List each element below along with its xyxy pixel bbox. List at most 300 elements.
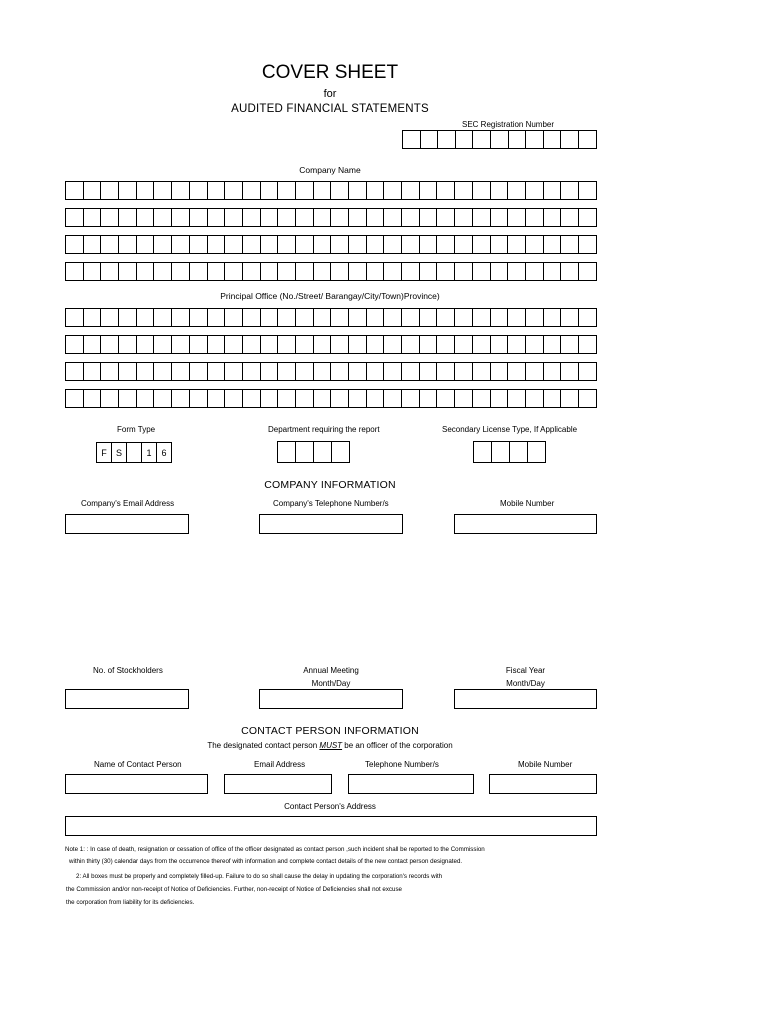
form-type-boxes[interactable] (96, 442, 172, 463)
input-box[interactable] (437, 182, 455, 200)
input-box[interactable] (421, 131, 439, 149)
input-box[interactable] (243, 182, 261, 200)
input-box[interactable] (367, 236, 385, 254)
form-subtitle: AUDITED FINANCIAL STATEMENTS (231, 103, 429, 115)
input-box[interactable] (225, 390, 243, 408)
input-box[interactable] (544, 182, 562, 200)
designation-must: MUST (319, 741, 343, 750)
input-box[interactable] (172, 209, 190, 227)
input-box[interactable] (296, 390, 314, 408)
input-box[interactable] (544, 263, 562, 281)
input-box[interactable] (544, 336, 562, 354)
input-box[interactable] (154, 390, 172, 408)
input-box[interactable] (508, 390, 526, 408)
input-box[interactable] (243, 390, 261, 408)
input-box[interactable] (526, 182, 544, 200)
input-box[interactable] (473, 390, 491, 408)
input-box[interactable] (314, 209, 332, 227)
input-box[interactable] (66, 363, 84, 381)
input-box[interactable] (172, 309, 190, 327)
input-box[interactable] (331, 336, 349, 354)
input-box[interactable] (261, 336, 279, 354)
input-box[interactable] (331, 236, 349, 254)
input-box[interactable] (278, 336, 296, 354)
input-box[interactable] (437, 209, 455, 227)
input-box[interactable] (278, 182, 296, 200)
input-box[interactable] (561, 182, 579, 200)
input-box[interactable] (84, 236, 102, 254)
input-box[interactable] (314, 236, 332, 254)
note-1-line-1: Note 1: : In case of death, resignation or cessation of office of the officer designated as contact person ,such incident shall be reported to the Commission (65, 846, 485, 853)
input-box[interactable] (508, 182, 526, 200)
input-box[interactable] (84, 390, 102, 408)
input-box[interactable] (579, 182, 597, 200)
input-box[interactable] (510, 442, 528, 463)
input-box[interactable] (491, 236, 509, 254)
input-box[interactable] (508, 263, 526, 281)
input-box[interactable] (101, 390, 119, 408)
input-box[interactable] (473, 182, 491, 200)
input-box[interactable] (243, 309, 261, 327)
input-box[interactable] (172, 182, 190, 200)
input-box[interactable] (314, 442, 332, 463)
input-box[interactable] (420, 263, 438, 281)
input-box[interactable] (296, 442, 314, 463)
input-box[interactable] (119, 182, 137, 200)
company-telephone-label: Company's Telephone Number/s (273, 499, 389, 508)
contact-name-label: Name of Contact Person (94, 760, 182, 769)
input-box[interactable] (119, 263, 137, 281)
input-box[interactable] (508, 236, 526, 254)
input-box[interactable] (119, 336, 137, 354)
secondary-license-label: Secondary License Type, If Applicable (442, 425, 578, 434)
input-box[interactable] (526, 336, 544, 354)
input-box[interactable] (331, 309, 349, 327)
input-box[interactable] (278, 309, 296, 327)
input-box[interactable] (84, 182, 102, 200)
stockholders-field[interactable] (65, 689, 189, 709)
input-box[interactable] (331, 390, 349, 408)
input-box[interactable] (296, 263, 314, 281)
input-box[interactable] (172, 363, 190, 381)
input-box[interactable] (437, 263, 455, 281)
input-box[interactable] (473, 236, 491, 254)
input-box[interactable] (420, 309, 438, 327)
input-box[interactable] (455, 309, 473, 327)
input-box[interactable] (473, 309, 491, 327)
input-box[interactable] (384, 309, 402, 327)
input-box[interactable] (84, 263, 102, 281)
input-box[interactable] (579, 236, 597, 254)
input-box[interactable] (296, 209, 314, 227)
input-box[interactable] (579, 209, 597, 227)
annual-meeting-sublabel: Month/Day (311, 679, 351, 688)
input-box[interactable] (332, 442, 350, 463)
contact-telephone-field[interactable] (348, 774, 474, 794)
input-box[interactable] (544, 390, 562, 408)
input-box[interactable] (137, 390, 155, 408)
input-box[interactable] (420, 236, 438, 254)
input-box[interactable] (367, 390, 385, 408)
company-email-field[interactable] (65, 514, 189, 534)
input-box[interactable] (561, 209, 579, 227)
input-box[interactable] (437, 236, 455, 254)
input-box[interactable] (349, 363, 367, 381)
input-box[interactable] (420, 209, 438, 227)
input-box[interactable] (154, 263, 172, 281)
input-box[interactable] (66, 209, 84, 227)
fiscal-year-field[interactable] (454, 689, 597, 709)
input-box[interactable] (66, 236, 84, 254)
input-box[interactable] (208, 236, 226, 254)
form-type-char[interactable]: S (112, 443, 127, 463)
input-box[interactable] (119, 309, 137, 327)
input-box[interactable] (101, 309, 119, 327)
input-box[interactable] (561, 236, 579, 254)
input-box[interactable] (526, 263, 544, 281)
input-box[interactable] (455, 263, 473, 281)
input-box[interactable] (296, 309, 314, 327)
input-box[interactable] (491, 390, 509, 408)
input-box[interactable] (473, 263, 491, 281)
input-box[interactable] (208, 336, 226, 354)
input-box[interactable] (367, 182, 385, 200)
input-box[interactable] (579, 309, 597, 327)
contact-name-field[interactable] (65, 774, 208, 794)
input-box[interactable] (261, 236, 279, 254)
input-box[interactable] (261, 309, 279, 327)
input-box[interactable] (508, 309, 526, 327)
input-box[interactable] (137, 263, 155, 281)
input-box[interactable] (473, 363, 491, 381)
input-box[interactable] (402, 263, 420, 281)
input-box[interactable] (491, 363, 509, 381)
input-box[interactable] (491, 309, 509, 327)
company-name-row[interactable] (65, 208, 597, 227)
input-box[interactable] (101, 263, 119, 281)
input-box[interactable] (314, 336, 332, 354)
input-box[interactable] (544, 209, 562, 227)
input-box[interactable] (84, 209, 102, 227)
input-box[interactable] (384, 336, 402, 354)
form-type-char[interactable] (127, 443, 142, 463)
input-box[interactable] (261, 209, 279, 227)
input-box[interactable] (137, 309, 155, 327)
input-box[interactable] (331, 182, 349, 200)
input-box[interactable] (491, 263, 509, 281)
input-box[interactable] (154, 236, 172, 254)
input-box[interactable] (561, 309, 579, 327)
input-box[interactable] (349, 209, 367, 227)
form-subtitle-for: for (323, 88, 337, 100)
principal-office-row[interactable] (65, 362, 597, 381)
input-box[interactable] (438, 131, 456, 149)
input-box[interactable] (172, 263, 190, 281)
input-box[interactable] (544, 236, 562, 254)
department-boxes[interactable] (277, 441, 350, 463)
input-box[interactable] (296, 363, 314, 381)
input-box[interactable] (208, 309, 226, 327)
contact-person-heading: CONTACT PERSON INFORMATION (241, 725, 419, 737)
input-box[interactable] (331, 363, 349, 381)
input-box[interactable] (296, 236, 314, 254)
input-box[interactable] (509, 131, 527, 149)
input-box[interactable] (190, 182, 208, 200)
input-box[interactable] (278, 442, 296, 463)
input-box[interactable] (208, 182, 226, 200)
input-box[interactable] (225, 182, 243, 200)
input-box[interactable] (579, 336, 597, 354)
input-box[interactable] (367, 336, 385, 354)
input-box[interactable] (314, 182, 332, 200)
input-box[interactable] (508, 336, 526, 354)
company-name-row[interactable] (65, 181, 597, 200)
input-box[interactable] (154, 209, 172, 227)
input-box[interactable] (349, 182, 367, 200)
input-box[interactable] (526, 390, 544, 408)
input-box[interactable] (455, 363, 473, 381)
input-box[interactable] (225, 363, 243, 381)
input-box[interactable] (261, 182, 279, 200)
sec-registration-boxes[interactable] (402, 130, 597, 149)
input-box[interactable] (154, 309, 172, 327)
input-box[interactable] (101, 363, 119, 381)
input-box[interactable] (119, 209, 137, 227)
input-box[interactable] (384, 390, 402, 408)
input-box[interactable] (331, 209, 349, 227)
input-box[interactable] (455, 182, 473, 200)
input-box[interactable] (437, 390, 455, 408)
input-box[interactable] (208, 390, 226, 408)
input-box[interactable] (278, 209, 296, 227)
input-box[interactable] (154, 336, 172, 354)
input-box[interactable] (349, 309, 367, 327)
input-box[interactable] (456, 131, 474, 149)
input-box[interactable] (208, 209, 226, 227)
input-box[interactable] (66, 390, 84, 408)
input-box[interactable] (544, 131, 562, 149)
input-box[interactable] (225, 236, 243, 254)
input-box[interactable] (384, 263, 402, 281)
input-box[interactable] (349, 390, 367, 408)
input-box[interactable] (526, 309, 544, 327)
input-box[interactable] (172, 236, 190, 254)
input-box[interactable] (579, 131, 597, 149)
input-box[interactable] (473, 209, 491, 227)
input-box[interactable] (420, 390, 438, 408)
input-box[interactable] (492, 442, 510, 463)
input-box[interactable] (190, 309, 208, 327)
input-box[interactable] (261, 390, 279, 408)
input-box[interactable] (225, 209, 243, 227)
input-box[interactable] (208, 263, 226, 281)
input-box[interactable] (101, 209, 119, 227)
input-box[interactable] (190, 390, 208, 408)
input-box[interactable] (119, 236, 137, 254)
input-box[interactable] (314, 363, 332, 381)
input-box[interactable] (491, 182, 509, 200)
input-box[interactable] (367, 309, 385, 327)
input-box[interactable] (261, 263, 279, 281)
input-box[interactable] (455, 236, 473, 254)
company-name-row[interactable] (65, 235, 597, 254)
input-box[interactable] (402, 182, 420, 200)
input-box[interactable] (420, 182, 438, 200)
input-box[interactable] (278, 363, 296, 381)
input-box[interactable] (101, 182, 119, 200)
form-type-char[interactable]: 1 (142, 443, 157, 463)
input-box[interactable] (402, 309, 420, 327)
input-box[interactable] (101, 336, 119, 354)
input-box[interactable] (526, 209, 544, 227)
input-box[interactable] (243, 236, 261, 254)
input-box[interactable] (190, 363, 208, 381)
input-box[interactable] (243, 263, 261, 281)
input-box[interactable] (278, 236, 296, 254)
input-box[interactable] (154, 182, 172, 200)
input-box[interactable] (331, 263, 349, 281)
input-box[interactable] (561, 363, 579, 381)
input-box[interactable] (225, 263, 243, 281)
input-box[interactable] (66, 309, 84, 327)
input-box[interactable] (437, 309, 455, 327)
input-box[interactable] (119, 363, 137, 381)
input-box[interactable] (579, 390, 597, 408)
input-box[interactable] (66, 336, 84, 354)
input-box[interactable] (349, 263, 367, 281)
input-box[interactable] (437, 336, 455, 354)
input-box[interactable] (420, 363, 438, 381)
input-box[interactable] (225, 336, 243, 354)
input-box[interactable] (579, 263, 597, 281)
input-box[interactable] (66, 182, 84, 200)
input-box[interactable] (190, 236, 208, 254)
contact-email-label: Email Address (254, 760, 306, 769)
input-box[interactable] (84, 363, 102, 381)
form-type-char[interactable]: F (97, 443, 112, 463)
input-box[interactable] (137, 209, 155, 227)
input-box[interactable] (561, 390, 579, 408)
input-box[interactable] (367, 209, 385, 227)
input-box[interactable] (528, 442, 546, 463)
contact-mobile-label: Mobile Number (518, 760, 573, 769)
input-box[interactable] (508, 363, 526, 381)
input-box[interactable] (384, 363, 402, 381)
input-box[interactable] (84, 309, 102, 327)
input-box[interactable] (349, 336, 367, 354)
input-box[interactable] (190, 209, 208, 227)
input-box[interactable] (314, 390, 332, 408)
input-box[interactable] (526, 363, 544, 381)
input-box[interactable] (84, 336, 102, 354)
company-telephone-field[interactable] (259, 514, 403, 534)
input-box[interactable] (561, 131, 579, 149)
input-box[interactable] (473, 336, 491, 354)
input-box[interactable] (119, 390, 137, 408)
input-box[interactable] (137, 236, 155, 254)
input-box[interactable] (455, 336, 473, 354)
principal-office-row[interactable] (65, 389, 597, 408)
form-type-char[interactable]: 6 (157, 443, 172, 463)
input-box[interactable] (314, 309, 332, 327)
company-name-row[interactable] (65, 262, 597, 281)
input-box[interactable] (402, 390, 420, 408)
input-box[interactable] (473, 131, 491, 149)
input-box[interactable] (261, 363, 279, 381)
company-information-heading: COMPANY INFORMATION (264, 479, 396, 491)
input-box[interactable] (154, 363, 172, 381)
input-box[interactable] (243, 363, 261, 381)
input-box[interactable] (296, 336, 314, 354)
input-box[interactable] (491, 336, 509, 354)
input-box[interactable] (526, 236, 544, 254)
principal-office-row[interactable] (65, 335, 597, 354)
input-box[interactable] (384, 209, 402, 227)
input-box[interactable] (278, 263, 296, 281)
input-box[interactable] (455, 390, 473, 408)
input-box[interactable] (420, 336, 438, 354)
input-box[interactable] (66, 263, 84, 281)
input-box[interactable] (402, 363, 420, 381)
contact-mobile-field[interactable] (489, 774, 597, 794)
input-box[interactable] (225, 309, 243, 327)
input-box[interactable] (172, 390, 190, 408)
input-box[interactable] (296, 182, 314, 200)
input-box[interactable] (384, 236, 402, 254)
secondary-license-boxes[interactable] (473, 441, 546, 463)
input-box[interactable] (544, 363, 562, 381)
note-2-line-3: the corporation from liability for its deficiencies. (66, 899, 195, 906)
input-box[interactable] (101, 236, 119, 254)
input-box[interactable] (137, 336, 155, 354)
input-box[interactable] (561, 263, 579, 281)
input-box[interactable] (403, 131, 421, 149)
input-box[interactable] (579, 363, 597, 381)
contact-address-field[interactable] (65, 816, 597, 836)
input-box[interactable] (190, 263, 208, 281)
input-box[interactable] (544, 309, 562, 327)
input-box[interactable] (137, 363, 155, 381)
input-box[interactable] (349, 236, 367, 254)
input-box[interactable] (402, 209, 420, 227)
input-box[interactable] (402, 336, 420, 354)
annual-meeting-field[interactable] (259, 689, 403, 709)
input-box[interactable] (190, 336, 208, 354)
input-box[interactable] (561, 336, 579, 354)
input-box[interactable] (314, 263, 332, 281)
input-box[interactable] (402, 236, 420, 254)
input-box[interactable] (172, 336, 190, 354)
input-box[interactable] (208, 363, 226, 381)
input-box[interactable] (508, 209, 526, 227)
input-box[interactable] (243, 336, 261, 354)
input-box[interactable] (278, 390, 296, 408)
input-box[interactable] (137, 182, 155, 200)
input-box[interactable] (455, 209, 473, 227)
principal-office-row[interactable] (65, 308, 597, 327)
input-box[interactable] (474, 442, 492, 463)
input-box[interactable] (491, 209, 509, 227)
input-box[interactable] (491, 131, 509, 149)
input-box[interactable] (437, 363, 455, 381)
input-box[interactable] (384, 182, 402, 200)
input-box[interactable] (526, 131, 544, 149)
company-mobile-field[interactable] (454, 514, 597, 534)
input-box[interactable] (367, 363, 385, 381)
input-box[interactable] (243, 209, 261, 227)
contact-email-field[interactable] (224, 774, 332, 794)
input-box[interactable] (367, 263, 385, 281)
